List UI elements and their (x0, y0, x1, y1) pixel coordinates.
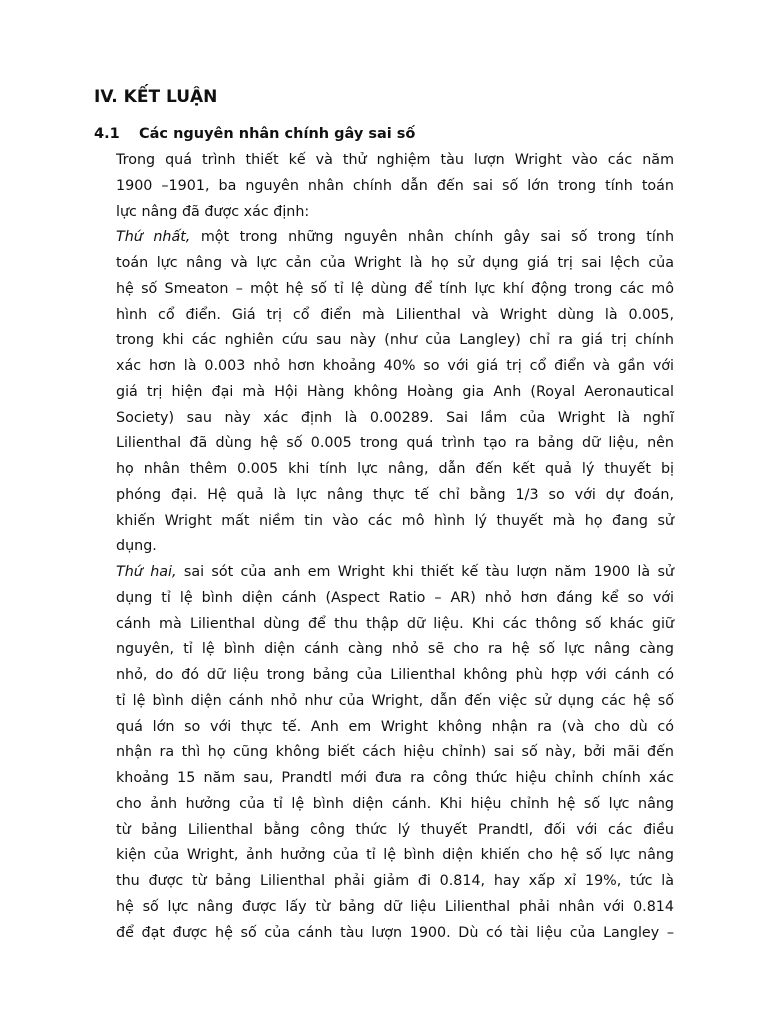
text-line (116, 303, 674, 329)
text-line-content (116, 277, 674, 303)
text-line-body: cánh mà Lilienthal dùng để thu thập dữ liệu. Khi các thông số khác giữ (116, 615, 674, 632)
text-line-content (116, 740, 674, 766)
text-line (116, 251, 674, 277)
text-line-content (116, 869, 674, 895)
text-line (116, 380, 674, 406)
text-line-content (116, 792, 674, 818)
text-line (116, 895, 674, 921)
text-line-content (116, 843, 674, 869)
text-line-body: tỉ lệ bình diện cánh nhỏ như của Wright, dẫn đến việc sử dụng các hệ số (116, 692, 674, 709)
text-line (116, 689, 674, 715)
text-line-content (116, 895, 674, 921)
text-line-content (116, 431, 674, 457)
text-line-body: kiện của Wright, ảnh hưởng của tỉ lệ bình diện khiến cho hệ số lực nâng (116, 847, 674, 864)
text-line-body: nguyên, tỉ lệ bình diện cánh càng nhỏ sẽ cho ra hệ số lực nâng càng (116, 641, 674, 658)
text-line (116, 637, 674, 663)
text-line-body: lực nâng đã được xác định: (116, 203, 310, 220)
text-line-body: Trong quá trình thiết kế và thử nghiệm tàu lượn Wright vào các năm (116, 152, 674, 168)
text-line-body: khoảng 15 năm sau, Prandtl mới đưa ra công thức hiệu chỉnh chính xác (116, 770, 674, 786)
paragraph-lead-italic: Thứ hai, (116, 564, 177, 580)
subsection-number: 4.1 (94, 126, 120, 142)
text-line-content (116, 457, 674, 483)
text-line (116, 560, 674, 586)
text-line-body: Lilienthal đã dùng hệ số 0.005 trong quá trình tạo ra bảng dữ liệu, nên (116, 435, 674, 452)
text-line-content (116, 406, 674, 432)
text-line-content (116, 586, 674, 612)
text-line (116, 534, 674, 560)
text-line (116, 354, 674, 380)
text-line-body: hệ số Smeaton – một hệ số tỉ lệ dùng để tính lực khí động trong các mô (116, 280, 674, 297)
text-line-content (116, 303, 674, 329)
text-line (116, 740, 674, 766)
text-line-content (116, 174, 674, 200)
text-line-body: thu được từ bảng Lilienthal phải giảm đi 0.814, hay xấp xỉ 19%, tức là (116, 873, 674, 889)
text-line (116, 766, 674, 792)
text-line-content (116, 483, 674, 509)
text-line-body: một trong những nguyên nhân chính gây sai số trong tính (190, 229, 675, 246)
text-line (116, 431, 674, 457)
text-line-content (116, 200, 674, 226)
text-line-content (116, 251, 674, 277)
text-line (116, 715, 674, 741)
section-title: IV. KẾT LUẬN (94, 87, 218, 107)
text-line-body: để đạt được hệ số của cánh tàu lượn 1900. Dù có tài liệu của Langley – (116, 924, 674, 941)
text-line (116, 663, 674, 689)
text-line-content (116, 818, 674, 844)
text-line-body: dụng. (116, 538, 157, 555)
text-line (116, 586, 674, 612)
text-line (116, 509, 674, 535)
text-line-content (116, 560, 674, 586)
text-line-content (116, 534, 674, 560)
text-line-body: 1900 –1901, ba nguyên nhân chính dẫn đến sai số lớn trong tính toán (116, 177, 674, 194)
text-line (116, 921, 674, 947)
text-line (116, 174, 674, 200)
text-line-body: cho ảnh hưởng của tỉ lệ bình diện cánh. Khi hiệu chỉnh hệ số lực nâng (116, 795, 674, 812)
body-paragraphs (116, 148, 674, 946)
text-line-content (116, 354, 674, 380)
subsection-title: Các nguyên nhân chính gây sai số (139, 126, 416, 142)
text-line (116, 148, 674, 174)
text-line-body: nhận ra thì họ cũng không biết cách hiệu chỉnh) sai số này, bởi mãi đến (116, 744, 674, 761)
text-line (116, 406, 674, 432)
text-line-content (116, 921, 674, 947)
text-line (116, 818, 674, 844)
text-line (116, 612, 674, 638)
text-line-content (116, 612, 674, 638)
text-line (116, 225, 674, 251)
text-line-content (116, 225, 674, 251)
text-line (116, 869, 674, 895)
subsection-heading (94, 124, 415, 144)
text-line-content (116, 509, 674, 535)
text-line-body: toán lực nâng và lực cản của Wright là họ sử dụng giá trị sai lệch của (116, 255, 674, 271)
text-line-content (116, 689, 674, 715)
text-line-content (116, 380, 674, 406)
text-line (116, 843, 674, 869)
text-line-content (116, 637, 674, 663)
text-line-body: phóng đại. Hệ quả là lực nâng thực tế chỉ bằng 1/3 so với dự đoán, (116, 486, 674, 503)
text-line-content (116, 148, 674, 174)
text-line-body: xác hơn là 0.003 nhỏ hơn khoảng 40% so với giá trị cổ điển và gần với (116, 358, 674, 374)
text-line (116, 792, 674, 818)
text-line (116, 200, 674, 226)
text-line-body: dụng tỉ lệ bình diện cánh (Aspect Ratio – AR) nhỏ hơn đáng kể so với (116, 589, 674, 606)
text-line-body: nhỏ, do đó dữ liệu trong bảng của Lilienthal không phù hợp với cánh có (116, 667, 674, 683)
text-line-body: trong khi các nghiên cứu sau này (như của Langley) chỉ ra giá trị chính (116, 332, 674, 349)
text-line (116, 277, 674, 303)
text-line-body: Society) sau này xác định là 0.00289. Sai lầm của Wright là nghĩ (116, 409, 674, 426)
text-line-body: khiến Wright mất niềm tin vào các mô hình lý thuyết mà họ đang sử (116, 512, 674, 529)
text-line (116, 328, 674, 354)
text-line-body: quá lớn so với thực tế. Anh em Wright không nhận ra (và cho dù có (116, 718, 674, 735)
text-line (116, 483, 674, 509)
text-line-body: hệ số lực nâng được lấy từ bảng dữ liệu Lilienthal phải nhân với 0.814 (116, 898, 674, 915)
paragraph-lead-italic: Thứ nhất, (116, 229, 191, 246)
text-line-body: hình cổ điển. Giá trị cổ điển mà Lilienthal và Wright dùng là 0.005, (116, 306, 674, 323)
text-line-body: sai sót của anh em Wright khi thiết kế tàu lượn năm 1900 là sử (176, 564, 674, 580)
text-line-content (116, 663, 674, 689)
text-line-content (116, 715, 674, 741)
text-line-body: họ nhân thêm 0.005 khi tính lực nâng, dẫn đến kết quả lý thuyết bị (116, 461, 674, 477)
text-line (116, 457, 674, 483)
text-line-body: giá trị hiện đại mà Hội Hàng không Hoàng gia Anh (Royal Aeronautical (116, 383, 674, 400)
text-line-content (116, 328, 674, 354)
text-line-content (116, 766, 674, 792)
text-line-body: từ bảng Lilienthal bằng công thức lý thuyết Prandtl, đối với các điều (116, 821, 674, 838)
